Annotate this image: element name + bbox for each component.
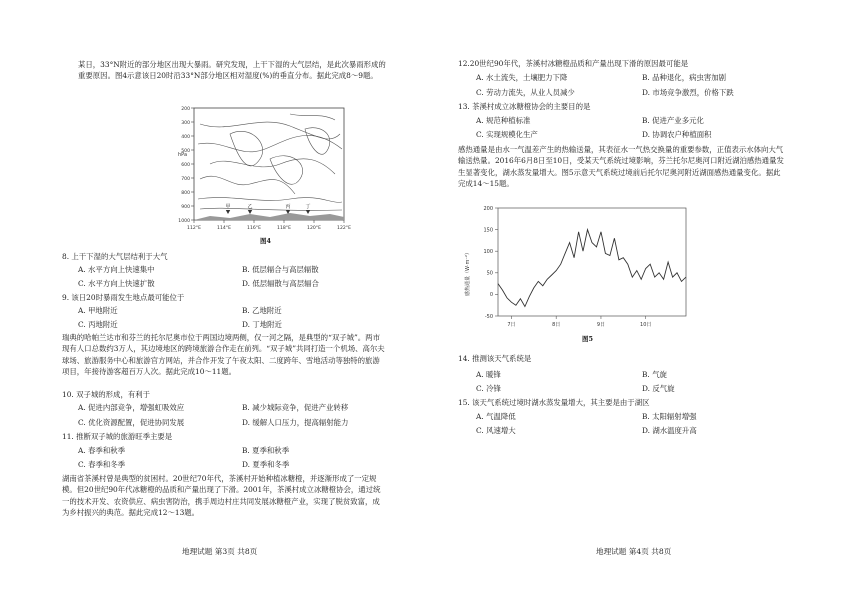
q10-option-b[interactable]: B. 减少城际竞争，促进产业转移	[242, 403, 349, 412]
q8-option-a[interactable]: A. 水平方向上快速集中	[78, 265, 155, 274]
q14-option-a[interactable]: A. 暖锋	[476, 370, 501, 379]
figure-5-y-tick-label: 200	[483, 205, 493, 212]
figure-4-point-marker	[226, 210, 230, 214]
q11-stem: 11. 推断双子城的旅游旺季主要是	[62, 432, 173, 441]
q12-option-c[interactable]: C. 劳动力流失，从业人员减少	[476, 88, 575, 97]
figure-4-point-marker	[306, 210, 310, 214]
figure-5-x-tick-label: 10日	[640, 322, 652, 328]
q8-option-c[interactable]: C. 水平方向上快速扩散	[78, 279, 155, 288]
q12-option-d[interactable]: D. 市场竞争激烈，价格下跌	[642, 88, 734, 97]
q14-option-d[interactable]: D. 反气旋	[642, 384, 675, 393]
figure-5-y-axis-label: 感热通量（W·m⁻²）	[465, 249, 471, 296]
figure-4-point-label: 乙	[247, 204, 253, 210]
figure-4-y-tick-label: 400	[181, 134, 190, 140]
q8-stem: 8. 上干下湿的大气层结利于大气	[62, 252, 168, 261]
q9-option-d[interactable]: D. 丁地附近	[242, 320, 282, 329]
figure-5-y-tick-label: 0	[489, 292, 493, 299]
figure-4-x-tick-label: 122°E	[337, 226, 351, 231]
q9-stem: 9. 该日20时暴雨发生地点最可能位于	[62, 293, 185, 302]
sensible-heat-flux-line	[498, 230, 686, 307]
figure-4-x-tick-label: 112°E	[187, 226, 201, 231]
q15-option-b[interactable]: B. 太阳辐射增强	[642, 412, 697, 421]
q12-stem: 12.20世纪90年代，茶溪村冰糖橙品质和产量出现下滑的原因最可能是	[458, 59, 689, 68]
q10-stem: 10. 双子城的形成，有利于	[62, 390, 151, 399]
page-footer-4: 地理试题 第4页 共8页	[596, 547, 672, 556]
figure-5-sensible-heat-flux-chart	[460, 204, 690, 336]
figure-5-y-tick-label: 50	[486, 270, 493, 277]
q11-option-c[interactable]: C. 春季和冬季	[78, 460, 126, 469]
q9-option-b[interactable]: B. 乙地附近	[242, 306, 282, 315]
figure-4-x-tick-label: 116°E	[247, 226, 261, 231]
intro-q12-13: 湖南省茶溪村曾是典型的贫困村。20世纪70年代，茶溪村开始种植冰糖橙，并逐渐形成了一定规模。但20世纪90年代冰糖橙的品质和产量出现了下滑。2001年，茶溪村成立冰糖橙协会，通过统一的技术开发、农资供应、病虫害防治，携手周边村庄共同发展冰糖橙产业，实现了脱贫致富，成为乡村振兴的典范。据此完成12～13题。	[62, 474, 381, 518]
figure-4-point-marker	[248, 210, 252, 214]
q13-stem: 13. 茶溪村成立冰糖橙协会的主要目的是	[458, 102, 591, 111]
figure-4-point-label: 甲	[225, 204, 231, 210]
figure-5-x-tick-label: 7日	[507, 322, 516, 328]
q15-option-d[interactable]: D. 湖水温度升高	[642, 426, 697, 435]
q10-option-a[interactable]: A. 促进内部竞争，增强虹吸效应	[78, 403, 185, 412]
figure-5-y-tick-label: 100	[483, 249, 493, 255]
intro-q8-9: 某日，33°N附近的部分地区出现大暴雨。研究发现，上干下湿的大气层结，是此次暴雨形成的重要原因。图4示意该日20时沿33°N部分地区相对湿度(%)的垂直分布。据此完成8～9题。	[78, 60, 386, 81]
page-footer-3: 地理试题 第3页 共8页	[182, 547, 258, 556]
figure-4-hatched-terrain	[194, 213, 344, 220]
figure-5-x-tick-label: 9日	[596, 322, 606, 328]
q14-option-c[interactable]: C. 冷锋	[476, 384, 501, 393]
q13-option-b[interactable]: B. 促进产业多元化	[642, 116, 704, 125]
q15-option-c[interactable]: C. 风速增大	[476, 426, 516, 435]
right-page	[430, 0, 860, 595]
q15-stem: 15. 该天气系统过境时湖水蒸发量增大，其主要是由于湖区	[458, 398, 650, 407]
q14-stem: 14. 推测该天气系统是	[458, 354, 532, 363]
figure-4-y-tick-label: 500	[181, 148, 190, 154]
figure-4-x-tick-label: 118°E	[277, 226, 291, 231]
q13-option-c[interactable]: C. 实现规模化生产	[476, 130, 538, 139]
figure-4-y-tick-label: 800	[181, 190, 190, 196]
figure-4-point-label: 丙	[285, 204, 291, 210]
figure-4-caption: 图4	[260, 237, 272, 245]
figure-4-y-tick-label: 600	[181, 162, 190, 168]
figure-4-y-tick-label: 700	[181, 176, 190, 182]
q10-option-d[interactable]: D. 缓解人口压力，提高辐射能力	[242, 418, 349, 427]
q11-option-d[interactable]: D. 夏季和冬季	[242, 460, 290, 469]
figure-5-caption: 图5	[582, 335, 594, 343]
figure-4-x-tick-label: 114°E	[217, 226, 231, 231]
q15-option-a[interactable]: A. 气温降低	[476, 412, 516, 421]
q10-option-c[interactable]: C. 优化资源配置，促进协同发展	[78, 418, 185, 427]
figure-5-plot-frame	[498, 208, 686, 316]
q8-option-d[interactable]: D. 低层辐散与高层辐合	[242, 279, 319, 288]
figure-4-y-axis-label: hPa	[178, 152, 188, 158]
q12-option-b[interactable]: B. 品种退化，病虫害加剧	[642, 73, 727, 82]
q8-option-b[interactable]: B. 低层辐合与高层辐散	[242, 265, 319, 274]
figure-5-y-tick-label: -50	[484, 313, 493, 320]
figure-5-x-tick-label: 8日	[552, 322, 561, 328]
q11-option-b[interactable]: B. 夏季和秋季	[242, 446, 290, 455]
q13-option-a[interactable]: A. 规范种植标准	[476, 116, 531, 125]
q14-option-b[interactable]: B. 气旋	[642, 370, 667, 379]
q11-option-a[interactable]: A. 春季和秋季	[78, 446, 125, 455]
figure-4-y-tick-label: 200	[181, 106, 190, 112]
figure-4-y-tick-label: 900	[181, 204, 190, 210]
figure-4-point-label: 丁	[305, 204, 311, 210]
intro-q14-15: 感热通量是由水一气温差产生的热输送量，其表征水一气热交换量的重要参数，正值表示水体向大气输送热量。2016年6月8日至10日，受某天气系统过境影响，芬兰托尔尼奥河口附近湖泊感热通量发生显著变化，湖水蒸发量增大。图5示意天气系统过境前后托尔尼奥河附近湖面感热通量变化。据此完成14～15题。	[458, 145, 784, 189]
q9-option-c[interactable]: C. 丙地附近	[78, 320, 118, 329]
figure-4-y-tick-label: 300	[181, 120, 190, 126]
intro-q10-11: 瑞典的哈帕兰达市和芬兰的托尔尼奥市位于两国边境两侧，仅一河之隔，是典型的“双子城”。两市现有人口总数约3万人，其边境地区的跨境旅游合作走在前列。“双子城”共同打造一个机场、高尔夫球场、旅游服务中心和旅游官方网站，并合作开发了午夜太阳、二度跨年、雪地活动等独特的旅游项目，年接待游客超百万人次。据此完成10～11题。	[62, 333, 385, 377]
figure-4-y-tick-label: 1000	[178, 218, 190, 224]
figure-5-y-tick-label: 150	[483, 227, 493, 234]
q13-option-d[interactable]: D. 协调农户种植面积	[642, 130, 712, 139]
figure-4-x-tick-label: 120°E	[307, 226, 321, 231]
q9-option-a[interactable]: A. 甲地附近	[78, 306, 118, 315]
figure-4-humidity-section	[170, 104, 360, 244]
q12-option-a[interactable]: A. 水土流失，土壤肥力下降	[476, 73, 568, 82]
